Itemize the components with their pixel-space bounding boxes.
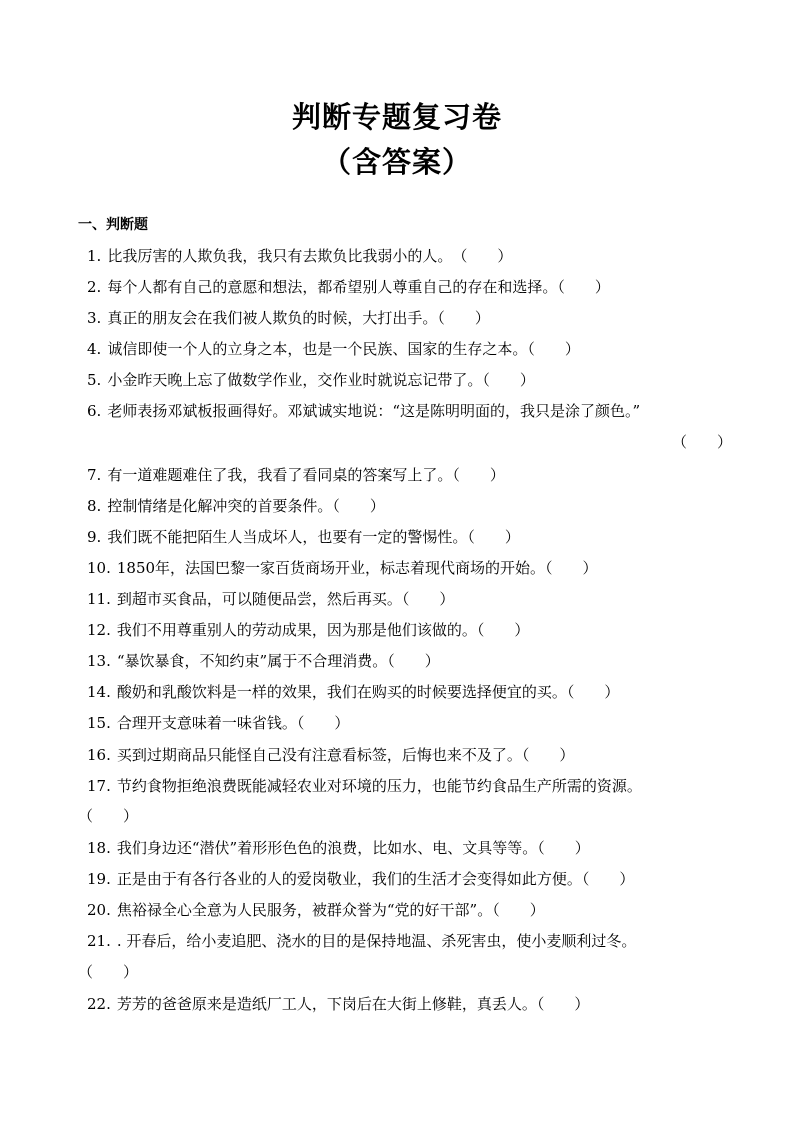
question-18	[87, 838, 590, 858]
question-10	[87, 558, 598, 578]
answer-blank: （ ）	[78, 807, 139, 825]
answer-blank: （ ）	[672, 433, 733, 451]
question-number: 14.	[87, 683, 111, 701]
question-number: 5.	[87, 371, 102, 389]
answer-blank: （ ）	[78, 963, 139, 981]
question-number: 1.	[87, 247, 102, 265]
question-text: 有一道难题难住了我，我看了看同桌的答案写上了。（ ）	[107, 466, 505, 484]
question-14	[87, 682, 619, 702]
question-number: 7.	[87, 466, 102, 484]
section-heading: 一、判断题	[78, 217, 148, 233]
question-text: 真正的朋友会在我们被人欺负的时候，大打出手。（ ）	[107, 309, 490, 327]
question-text: 每个人都有自己的意愿和想法，都希望别人尊重自己的存在和选择。（ ）	[107, 278, 610, 296]
question-1	[87, 246, 512, 266]
question-number: 13.	[87, 652, 111, 670]
question-text: 合理开支意味着一味省钱。（ ）	[116, 714, 350, 732]
question-21	[87, 931, 636, 951]
question-text: 正是由于有各行各业的人的爱岗敬业，我们的生活才会变得如此方便。（ ）	[116, 870, 635, 888]
question-number: 22.	[87, 995, 111, 1013]
question-text: 老师表扬邓斌板报画得好。邓斌诚实地说：“这是陈明明面的，我只是涂了颜色。”	[107, 402, 641, 420]
question-number: 3.	[87, 309, 102, 327]
question-9	[87, 527, 520, 547]
question-16	[87, 745, 574, 765]
question-text: 我们身边还“潜伏”着形形色色的浪费，比如水、电、文具等等。（ ）	[116, 839, 590, 857]
question-text: 我们不用尊重别人的劳动成果，因为那是他们该做的。（ ）	[116, 621, 530, 639]
question-number: 10.	[87, 559, 111, 577]
question-number: 18.	[87, 839, 111, 857]
question-text: 焦裕禄全心全意为人民服务，被群众誉为“党的好干部”。（ ）	[116, 901, 545, 919]
question-number: 11.	[87, 590, 111, 608]
question-number: 9.	[87, 528, 102, 546]
question-number: 4.	[87, 340, 102, 358]
page-title: 判断专题复习卷	[291, 100, 502, 134]
question-text: 比我厉害的人欺负我，我只有去欺负比我弱小的人。 （ ）	[107, 247, 513, 265]
question-2	[87, 277, 610, 297]
question-number: 16.	[87, 746, 111, 764]
question-text: 诚信即使一个人的立身之本，也是一个民族、国家的生存之本。（ ）	[107, 340, 580, 358]
question-number: 15.	[87, 714, 111, 732]
question-number: 19.	[87, 870, 111, 888]
question-number: 8.	[87, 497, 102, 515]
question-7	[87, 465, 505, 485]
question-text: 酸奶和乳酸饮料是一样的效果，我们在购买的时候要选择便宜的买。（ ）	[116, 683, 620, 701]
question-4	[87, 339, 580, 359]
question-17	[87, 776, 642, 796]
page-subtitle: （含答案）	[321, 145, 472, 179]
question-text: 买到过期商品只能怪自己没有注意看标签，后悔也来不及了。（ ）	[116, 746, 575, 764]
question-text: 控制情绪是化解冲突的首要条件。（ ）	[107, 497, 385, 515]
question-number: 20.	[87, 901, 111, 919]
question-text: “暴饮暴食，不知约束”属于不合理消费。（ ）	[116, 652, 440, 670]
question-text: 1850年，法国巴黎一家百货商场开业，标志着现代商场的开始。（ ）	[116, 559, 598, 577]
question-22	[87, 994, 589, 1014]
question-15	[87, 713, 349, 733]
question-text: . 开春后，给小麦追肥、浇水的目的是保持地温、杀死害虫，使小麦顺利过冬。	[116, 932, 637, 950]
question-text: 芳芳的爸爸原来是造纸厂工人，下岗后在大街上修鞋，真丢人。（ ）	[116, 995, 590, 1013]
question-text: 节约食物拒绝浪费既能减轻农业对环境的压力，也能节约食品生产所需的资源。	[116, 777, 642, 795]
question-number: 12.	[87, 621, 111, 639]
question-number: 6.	[87, 402, 102, 420]
question-8	[87, 496, 385, 516]
question-6	[87, 401, 640, 421]
question-text: 小金昨天晚上忘了做数学作业，交作业时就说忘记带了。（ ）	[107, 371, 535, 389]
question-text: 我们既不能把陌生人当成坏人，也要有一定的警惕性。（ ）	[107, 528, 520, 546]
question-number: 21.	[87, 932, 111, 950]
question-5	[87, 370, 535, 390]
question-13	[87, 651, 440, 671]
question-number: 2.	[87, 278, 102, 296]
question-19	[87, 869, 634, 889]
question-12	[87, 620, 529, 640]
question-text: 到超市买食品，可以随便品尝，然后再买。（ ）	[116, 590, 455, 608]
question-number: 17.	[87, 777, 111, 795]
question-3	[87, 308, 490, 328]
question-11	[87, 589, 454, 609]
question-20	[87, 900, 545, 920]
